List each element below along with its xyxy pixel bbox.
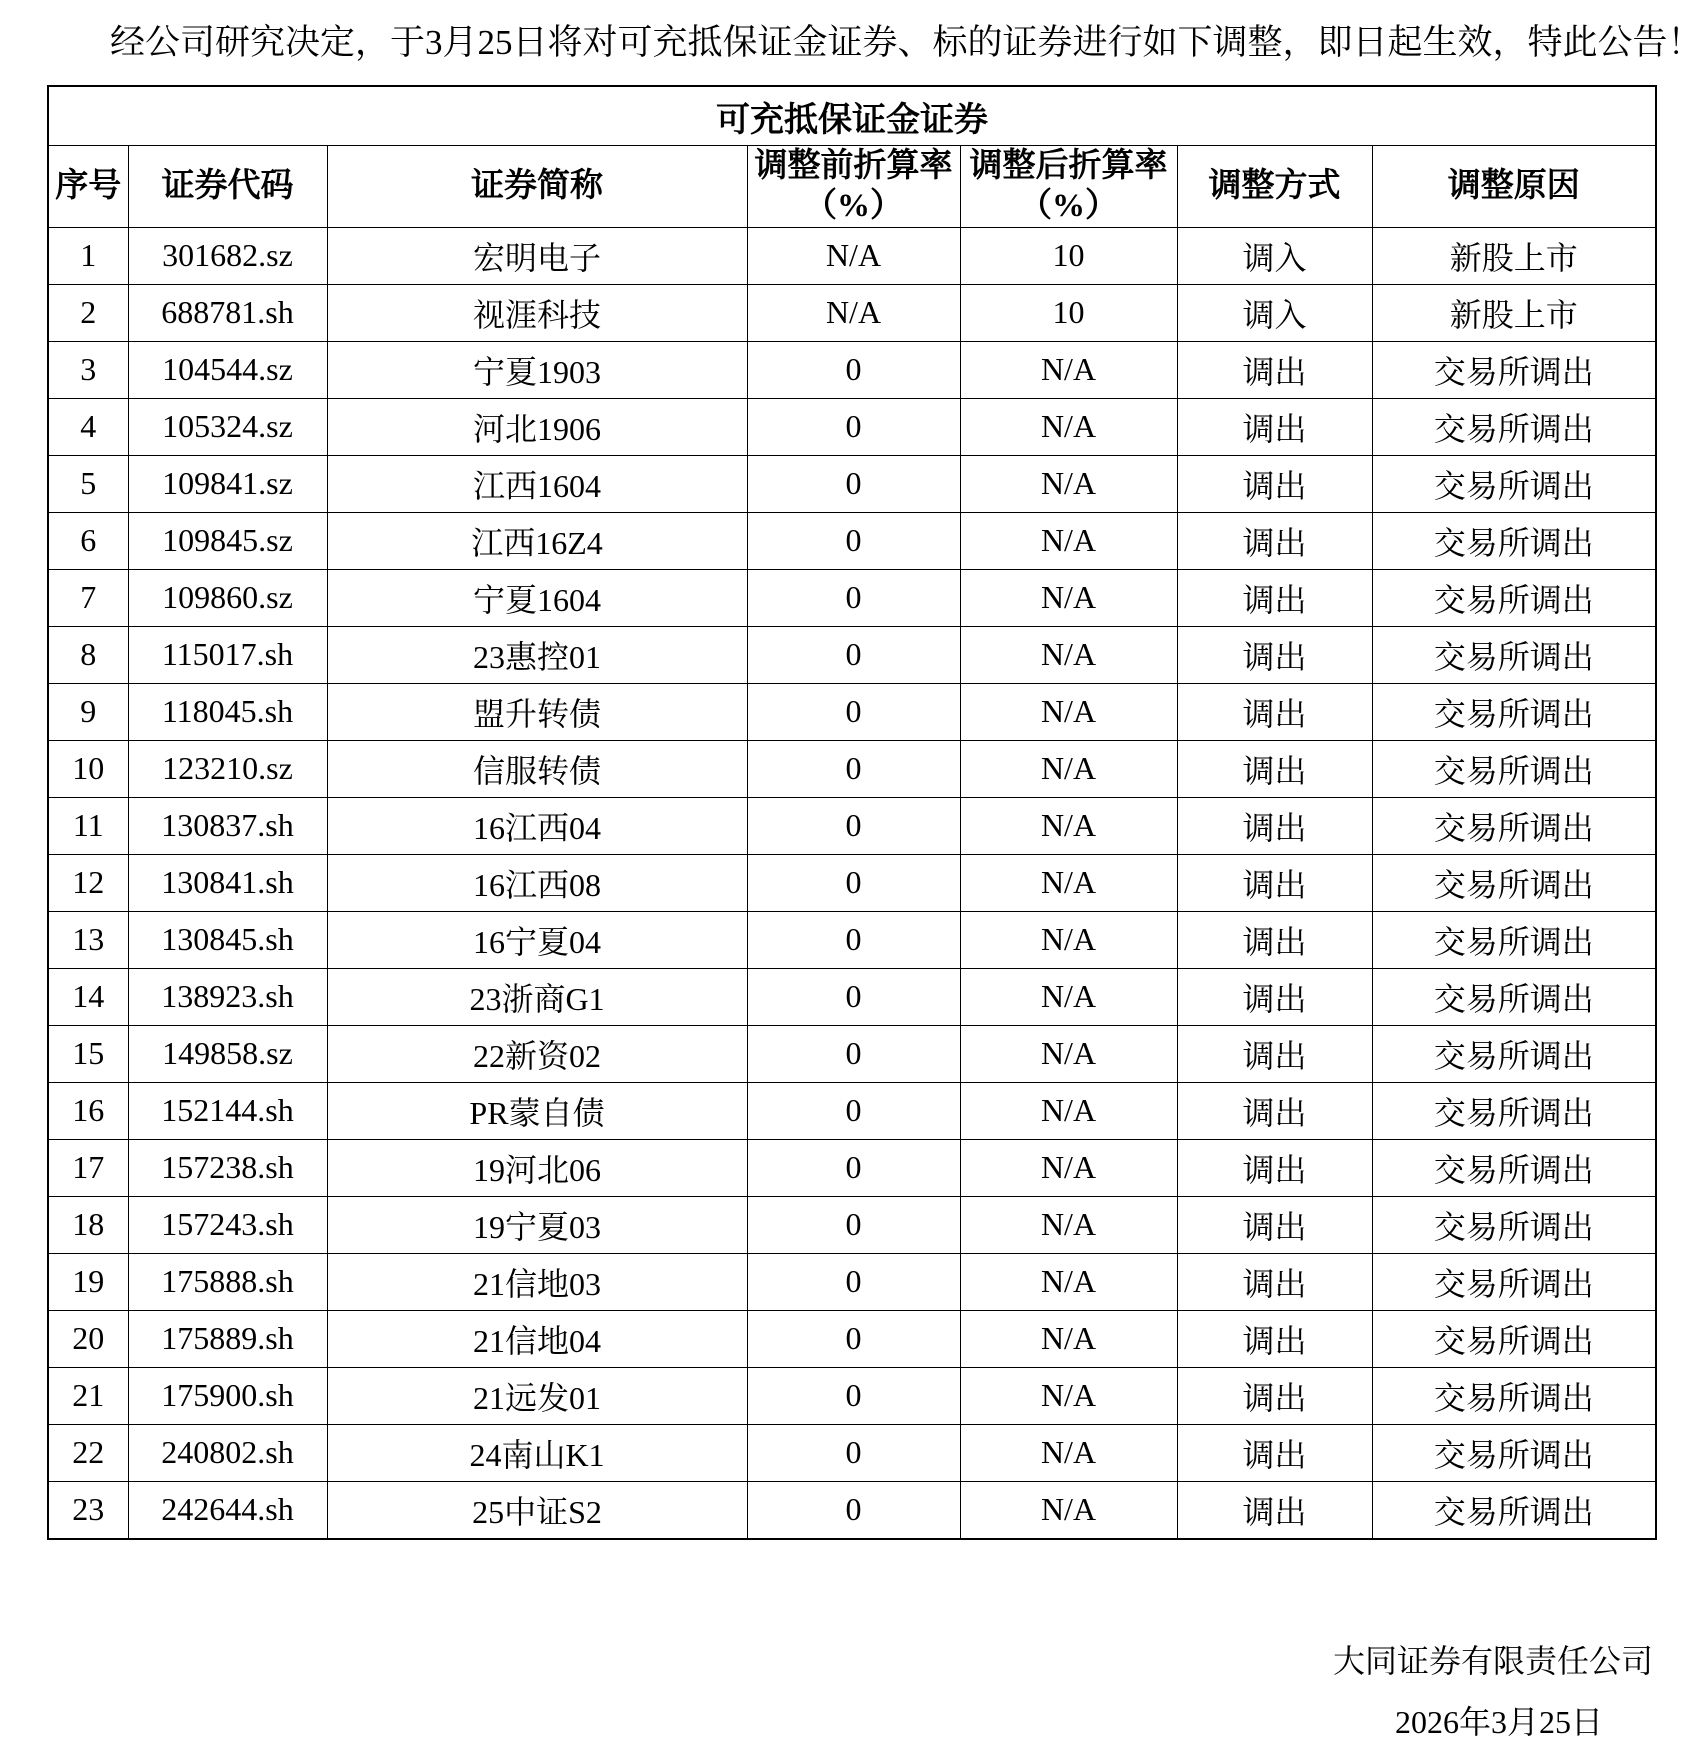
table-row — [48, 854, 1656, 911]
row-index-cell: 16 — [48, 1082, 128, 1139]
table-row — [48, 512, 1656, 569]
header-rate-after — [960, 146, 1177, 228]
table-row — [48, 1196, 1656, 1253]
row-index-cell: 4 — [48, 398, 128, 455]
table-row — [48, 797, 1656, 854]
rate-before-cell: 0 — [747, 1082, 960, 1139]
security-name-cell: 19宁夏03 — [327, 1196, 747, 1253]
adjust-method-cell: 调出 — [1177, 1310, 1372, 1367]
adjust-reason-cell: 交易所调出 — [1372, 512, 1656, 569]
adjust-method-cell: 调出 — [1177, 1367, 1372, 1424]
row-index-cell: 11 — [48, 797, 128, 854]
adjust-reason-cell: 交易所调出 — [1372, 740, 1656, 797]
security-code-cell: 149858.sz — [128, 1025, 327, 1082]
rate-before-cell: 0 — [747, 911, 960, 968]
announcement-date: 2026年3月25日 — [1394, 1704, 1603, 1740]
rate-before-cell: N/A — [747, 284, 960, 341]
table-title-row — [48, 86, 1656, 146]
margin-securities-table-body — [48, 227, 1656, 1539]
security-code-cell: 240802.sh — [128, 1424, 327, 1481]
rate-before-cell: 0 — [747, 1367, 960, 1424]
row-index-cell: 9 — [48, 683, 128, 740]
adjust-reason-cell: 交易所调出 — [1372, 1025, 1656, 1082]
rate-before-cell: 0 — [747, 1196, 960, 1253]
table-row — [48, 227, 1656, 284]
header-rate-after-line1: 调整后折算率 — [969, 148, 1168, 184]
adjust-reason-cell: 交易所调出 — [1372, 1310, 1656, 1367]
adjust-method-cell: 调出 — [1177, 854, 1372, 911]
security-name-cell: 16宁夏04 — [327, 911, 747, 968]
rate-before-cell: 0 — [747, 398, 960, 455]
security-name-cell: 宏明电子 — [327, 227, 747, 284]
adjust-method-cell: 调出 — [1177, 797, 1372, 854]
security-name-cell: 视涯科技 — [327, 284, 747, 341]
row-index-cell: 15 — [48, 1025, 128, 1082]
margin-securities-table — [47, 85, 1657, 1540]
table-row — [48, 1424, 1656, 1481]
row-index-cell: 21 — [48, 1367, 128, 1424]
security-code-cell: 130837.sh — [128, 797, 327, 854]
rate-after-cell: N/A — [960, 797, 1177, 854]
table-row — [48, 1025, 1656, 1082]
table-row — [48, 683, 1656, 740]
rate-before-cell: 0 — [747, 854, 960, 911]
rate-before-cell: N/A — [747, 227, 960, 284]
security-name-cell: 江西16Z4 — [327, 512, 747, 569]
adjust-reason-cell: 交易所调出 — [1372, 1367, 1656, 1424]
security-code-cell: 175889.sh — [128, 1310, 327, 1367]
security-name-cell: 21信地04 — [327, 1310, 747, 1367]
rate-before-cell: 0 — [747, 1481, 960, 1539]
security-name-cell: 25中证S2 — [327, 1481, 747, 1539]
security-code-cell: 104544.sz — [128, 341, 327, 398]
table-title: 可充抵保证金证券 — [48, 86, 1656, 146]
rate-after-cell: N/A — [960, 1367, 1177, 1424]
rate-before-cell: 0 — [747, 455, 960, 512]
rate-after-cell: N/A — [960, 854, 1177, 911]
rate-after-cell: 10 — [960, 284, 1177, 341]
security-code-cell: 138923.sh — [128, 968, 327, 1025]
table-row — [48, 398, 1656, 455]
rate-after-cell: N/A — [960, 968, 1177, 1025]
adjust-reason-cell: 交易所调出 — [1372, 1481, 1656, 1539]
rate-before-cell: 0 — [747, 1025, 960, 1082]
table-row — [48, 968, 1656, 1025]
security-name-cell: 16江西04 — [327, 797, 747, 854]
header-rate-before-line2: （%） — [804, 188, 903, 225]
table-row — [48, 1367, 1656, 1424]
rate-after-cell: N/A — [960, 683, 1177, 740]
security-name-cell: 宁夏1903 — [327, 341, 747, 398]
row-index-cell: 2 — [48, 284, 128, 341]
adjust-reason-cell: 交易所调出 — [1372, 341, 1656, 398]
security-name-cell: 23惠控01 — [327, 626, 747, 683]
rate-before-cell: 0 — [747, 740, 960, 797]
security-code-cell: 123210.sz — [128, 740, 327, 797]
security-code-cell: 175888.sh — [128, 1253, 327, 1310]
table-header-row — [48, 146, 1656, 228]
adjust-reason-cell: 交易所调出 — [1372, 455, 1656, 512]
rate-after-cell: N/A — [960, 455, 1177, 512]
table-row — [48, 341, 1656, 398]
table-row — [48, 626, 1656, 683]
rate-after-cell: N/A — [960, 398, 1177, 455]
rate-after-cell: N/A — [960, 1082, 1177, 1139]
security-code-cell: 109841.sz — [128, 455, 327, 512]
security-code-cell: 118045.sh — [128, 683, 327, 740]
adjust-reason-cell: 交易所调出 — [1372, 1082, 1656, 1139]
security-code-cell: 175900.sh — [128, 1367, 327, 1424]
table-row — [48, 1139, 1656, 1196]
rate-after-cell: N/A — [960, 569, 1177, 626]
adjust-method-cell: 调出 — [1177, 1253, 1372, 1310]
rate-after-cell: N/A — [960, 1310, 1177, 1367]
security-name-cell: 河北1906 — [327, 398, 747, 455]
adjust-method-cell: 调出 — [1177, 1082, 1372, 1139]
row-index-cell: 22 — [48, 1424, 128, 1481]
security-name-cell: 24南山K1 — [327, 1424, 747, 1481]
rate-after-cell: N/A — [960, 1424, 1177, 1481]
adjust-reason-cell: 新股上市 — [1372, 227, 1656, 284]
adjust-reason-cell: 交易所调出 — [1372, 626, 1656, 683]
rate-after-cell: N/A — [960, 1196, 1177, 1253]
row-index-cell: 18 — [48, 1196, 128, 1253]
security-name-cell: 19河北06 — [327, 1139, 747, 1196]
rate-before-cell: 0 — [747, 968, 960, 1025]
row-index-cell: 14 — [48, 968, 128, 1025]
table-row — [48, 455, 1656, 512]
rate-before-cell: 0 — [747, 341, 960, 398]
security-code-cell: 109845.sz — [128, 512, 327, 569]
table-row — [48, 1481, 1656, 1539]
rate-before-cell: 0 — [747, 1310, 960, 1367]
security-name-cell: PR蒙自债 — [327, 1082, 747, 1139]
rate-after-cell: N/A — [960, 740, 1177, 797]
row-index-cell: 17 — [48, 1139, 128, 1196]
adjust-reason-cell: 交易所调出 — [1372, 683, 1656, 740]
adjust-method-cell: 调出 — [1177, 341, 1372, 398]
header-rate-before — [747, 146, 960, 228]
security-name-cell: 信服转债 — [327, 740, 747, 797]
table-row — [48, 1253, 1656, 1310]
row-index-cell: 3 — [48, 341, 128, 398]
security-code-cell: 130845.sh — [128, 911, 327, 968]
rate-before-cell: 0 — [747, 1139, 960, 1196]
security-code-cell: 109860.sz — [128, 569, 327, 626]
rate-before-cell: 0 — [747, 626, 960, 683]
rate-after-cell: N/A — [960, 1139, 1177, 1196]
rate-after-cell: N/A — [960, 512, 1177, 569]
adjust-method-cell: 调出 — [1177, 683, 1372, 740]
rate-after-cell: 10 — [960, 227, 1177, 284]
adjust-reason-cell: 交易所调出 — [1372, 398, 1656, 455]
rate-before-cell: 0 — [747, 569, 960, 626]
security-code-cell: 242644.sh — [128, 1481, 327, 1539]
rate-after-cell: N/A — [960, 1481, 1177, 1539]
rate-after-cell: N/A — [960, 341, 1177, 398]
security-name-cell: 21信地03 — [327, 1253, 747, 1310]
table-row — [48, 569, 1656, 626]
adjust-method-cell: 调出 — [1177, 911, 1372, 968]
rate-after-cell: N/A — [960, 1253, 1177, 1310]
row-index-cell: 5 — [48, 455, 128, 512]
company-signature: 大同证券有限责任公司 — [1332, 1643, 1653, 1679]
security-code-cell: 688781.sh — [128, 284, 327, 341]
row-index-cell: 10 — [48, 740, 128, 797]
announcement-text: 经公司研究决定，于3月25日将对可充抵保证金证券、标的证券进行如下调整，即日起生效，特此公告！ — [110, 23, 1703, 62]
adjust-method-cell: 调出 — [1177, 1196, 1372, 1253]
table-row — [48, 740, 1656, 797]
adjust-reason-cell: 交易所调出 — [1372, 854, 1656, 911]
adjust-method-cell: 调出 — [1177, 1139, 1372, 1196]
header-security-name: 证券简称 — [327, 146, 747, 228]
adjust-reason-cell: 交易所调出 — [1372, 1196, 1656, 1253]
adjust-method-cell: 调入 — [1177, 284, 1372, 341]
security-code-cell: 130841.sh — [128, 854, 327, 911]
adjust-reason-cell: 交易所调出 — [1372, 1424, 1656, 1481]
header-no: 序号 — [48, 146, 128, 228]
row-index-cell: 8 — [48, 626, 128, 683]
adjust-reason-cell: 新股上市 — [1372, 284, 1656, 341]
adjust-reason-cell: 交易所调出 — [1372, 569, 1656, 626]
rate-before-cell: 0 — [747, 797, 960, 854]
table-row — [48, 911, 1656, 968]
table-row — [48, 1082, 1656, 1139]
adjust-method-cell: 调出 — [1177, 1025, 1372, 1082]
security-code-cell: 157243.sh — [128, 1196, 327, 1253]
security-name-cell: 江西1604 — [327, 455, 747, 512]
security-name-cell: 宁夏1604 — [327, 569, 747, 626]
header-adjust-reason: 调整原因 — [1372, 146, 1656, 228]
adjust-method-cell: 调出 — [1177, 626, 1372, 683]
row-index-cell: 6 — [48, 512, 128, 569]
row-index-cell: 1 — [48, 227, 128, 284]
adjust-method-cell: 调出 — [1177, 1481, 1372, 1539]
security-code-cell: 157238.sh — [128, 1139, 327, 1196]
table-row — [48, 1310, 1656, 1367]
adjust-method-cell: 调出 — [1177, 512, 1372, 569]
adjust-reason-cell: 交易所调出 — [1372, 1139, 1656, 1196]
header-rate-before-line1: 调整前折算率 — [754, 148, 953, 184]
row-index-cell: 12 — [48, 854, 128, 911]
adjust-method-cell: 调出 — [1177, 740, 1372, 797]
row-index-cell: 13 — [48, 911, 128, 968]
security-code-cell: 105324.sz — [128, 398, 327, 455]
adjust-method-cell: 调出 — [1177, 569, 1372, 626]
header-rate-after-line2: （%） — [1019, 188, 1118, 225]
security-code-cell: 152144.sh — [128, 1082, 327, 1139]
adjust-method-cell: 调出 — [1177, 968, 1372, 1025]
header-adjust-method: 调整方式 — [1177, 146, 1372, 228]
row-index-cell: 19 — [48, 1253, 128, 1310]
row-index-cell: 23 — [48, 1481, 128, 1539]
rate-before-cell: 0 — [747, 1253, 960, 1310]
adjust-method-cell: 调出 — [1177, 1424, 1372, 1481]
rate-before-cell: 0 — [747, 512, 960, 569]
adjust-method-cell: 调出 — [1177, 398, 1372, 455]
adjust-method-cell: 调入 — [1177, 227, 1372, 284]
header-security-code: 证券代码 — [128, 146, 327, 228]
rate-after-cell: N/A — [960, 626, 1177, 683]
security-name-cell: 16江西08 — [327, 854, 747, 911]
adjust-reason-cell: 交易所调出 — [1372, 797, 1656, 854]
security-name-cell: 21远发01 — [327, 1367, 747, 1424]
security-name-cell: 22新资02 — [327, 1025, 747, 1082]
security-name-cell: 盟升转债 — [327, 683, 747, 740]
table-row — [48, 284, 1656, 341]
security-name-cell: 23浙商G1 — [327, 968, 747, 1025]
rate-before-cell: 0 — [747, 1424, 960, 1481]
rate-before-cell: 0 — [747, 683, 960, 740]
row-index-cell: 7 — [48, 569, 128, 626]
row-index-cell: 20 — [48, 1310, 128, 1367]
rate-after-cell: N/A — [960, 1025, 1177, 1082]
security-code-cell: 301682.sz — [128, 227, 327, 284]
adjust-reason-cell: 交易所调出 — [1372, 968, 1656, 1025]
adjust-reason-cell: 交易所调出 — [1372, 1253, 1656, 1310]
rate-after-cell: N/A — [960, 911, 1177, 968]
security-code-cell: 115017.sh — [128, 626, 327, 683]
adjust-method-cell: 调出 — [1177, 455, 1372, 512]
adjust-reason-cell: 交易所调出 — [1372, 911, 1656, 968]
